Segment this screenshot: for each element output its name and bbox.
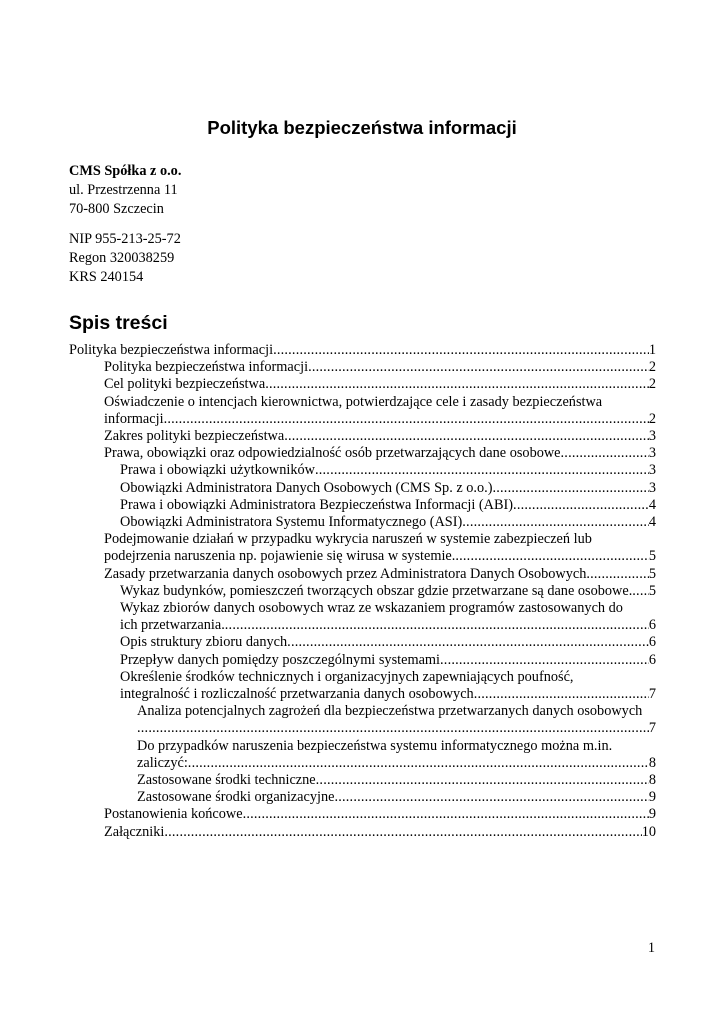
toc-page-number: 3 bbox=[648, 479, 656, 496]
toc-entry-text-line: Do przypadków naruszenia bezpieczeństwa systemu informatycznego można m.in. bbox=[137, 737, 613, 754]
company-krs: KRS 240154 bbox=[69, 269, 144, 285]
toc-entry-text-line: Oświadczenie o intencjach kierownictwa, potwierdzające cele i zasady bezpieczeństwa bbox=[104, 393, 603, 410]
toc-dot-leader bbox=[440, 652, 649, 669]
toc-entry-text: Opis struktury zbioru danych bbox=[120, 634, 288, 651]
toc-entry-text: Zasady przetwarzania danych osobowych przez Administratora Danych Osobowych bbox=[104, 565, 587, 582]
toc-entry-text-line: Podejmowanie działań w przypadku wykrycia naruszeń w systemie zabezpieczeń lub bbox=[104, 531, 592, 548]
toc-entry[interactable] bbox=[69, 789, 656, 806]
toc-entry-text: zaliczyć: bbox=[137, 754, 188, 771]
company-nip: NIP 955-213-25-72 bbox=[69, 231, 181, 247]
toc-page-number: 6 bbox=[648, 617, 656, 634]
toc-dot-leader bbox=[188, 755, 649, 772]
toc-entry-text: Załączniki bbox=[104, 823, 165, 840]
toc-entry-text: Obowiązki Administratora Danych Osobowych (CMS Sp. z o.o.) bbox=[120, 479, 493, 496]
toc-entry-text: ich przetwarzania. bbox=[120, 617, 225, 634]
document-title: Polityka bezpieczeństwa informacji bbox=[207, 117, 517, 138]
toc-page-number: 6 bbox=[648, 651, 656, 668]
company-city: 70-800 Szczecin bbox=[69, 201, 164, 217]
toc-page-number: 2 bbox=[648, 376, 656, 393]
toc-entry-text: Postanowienia końcowe bbox=[104, 806, 243, 823]
toc-dot-leader bbox=[284, 428, 649, 445]
toc-entry[interactable] bbox=[69, 703, 656, 737]
toc-page-number: 8 bbox=[648, 772, 656, 789]
toc-page-number: 9 bbox=[648, 789, 656, 806]
company-regon: Regon 320038259 bbox=[69, 250, 175, 266]
toc-page-number: 3 bbox=[648, 445, 656, 462]
toc-dot-leader bbox=[287, 634, 649, 651]
toc-dot-leader bbox=[455, 548, 648, 565]
toc-page-number: 6 bbox=[648, 634, 656, 651]
toc-entry[interactable] bbox=[69, 480, 656, 497]
toc-entry[interactable] bbox=[69, 428, 656, 445]
toc-dot-leader bbox=[586, 566, 648, 583]
toc-dot-leader bbox=[243, 806, 649, 823]
toc-dot-leader bbox=[265, 376, 649, 393]
toc-page-number: 9 bbox=[648, 806, 656, 823]
toc-entry-text: Polityka bezpieczeństwa informacji bbox=[104, 359, 309, 376]
toc-entry-text: informacji bbox=[104, 410, 164, 427]
toc-entry-text: Zastosowane środki techniczne bbox=[137, 772, 316, 789]
toc-page-number: 8 bbox=[648, 754, 656, 771]
toc-entry-text: Zastosowane środki organizacyjne bbox=[137, 789, 335, 806]
toc-entry-text: Obowiązki Administratora Systemu Informatycznego (ASI) bbox=[120, 514, 463, 531]
toc-page-number: 4 bbox=[648, 496, 656, 513]
toc-entry[interactable] bbox=[69, 566, 656, 583]
toc-page-number: 4 bbox=[648, 514, 656, 531]
toc-entry-text-line: Analiza potencjalnych zagrożeń dla bezpieczeństwa przetwarzanych danych osobowych bbox=[137, 703, 643, 720]
toc-entry-text: Cel polityki bezpieczeństwa bbox=[104, 376, 266, 393]
toc-page-number: 5 bbox=[648, 582, 656, 599]
toc-entry[interactable] bbox=[69, 462, 656, 479]
toc-page-number: 7 bbox=[648, 686, 656, 703]
company-identifiers bbox=[69, 230, 181, 287]
toc-page-number: 2 bbox=[648, 410, 656, 427]
toc-dot-leader bbox=[513, 497, 649, 514]
toc-page-number: 5 bbox=[648, 548, 656, 565]
toc-entry-text-line: Określenie środków technicznych i organizacyjnych zapewniających poufność, bbox=[120, 668, 574, 685]
toc-dot-leader bbox=[308, 359, 649, 376]
toc-dot-leader bbox=[474, 686, 649, 703]
toc-dot-leader bbox=[315, 462, 649, 479]
toc-heading: Spis treści bbox=[69, 312, 168, 334]
toc-entry[interactable] bbox=[69, 583, 656, 600]
toc-page-number: 3 bbox=[648, 428, 656, 445]
toc-entry-text: podejrzenia naruszenia np. pojawienie się wirusa w systemie. bbox=[104, 548, 456, 565]
toc-entry[interactable] bbox=[69, 445, 656, 462]
toc-entry-text-line: Wykaz zbiorów danych osobowych wraz ze wskazaniem programów zastosowanych do bbox=[120, 600, 623, 617]
company-street: ul. Przestrzenna 11 bbox=[69, 182, 178, 198]
toc-dot-leader bbox=[164, 411, 649, 428]
toc-entry[interactable] bbox=[69, 376, 656, 393]
toc-entry-text: Prawa, obowiązki oraz odpowiedzialność osób przetwarzających dane osobowe bbox=[104, 445, 561, 462]
toc-entry[interactable] bbox=[69, 394, 656, 428]
toc-dot-leader bbox=[164, 824, 641, 841]
toc-entry-text: Wykaz budynków, pomieszczeń tworzących obszar gdzie przetwarzane są dane osobowe. bbox=[120, 582, 633, 599]
toc-entry[interactable] bbox=[69, 669, 656, 703]
toc-entry-text: integralność i rozliczalność przetwarzania danych osobowych bbox=[120, 686, 474, 703]
toc-entry-text: Polityka bezpieczeństwa informacji bbox=[69, 342, 274, 358]
toc-dot-leader bbox=[225, 617, 649, 634]
toc-entry[interactable] bbox=[69, 497, 656, 514]
toc-dot-leader bbox=[334, 789, 648, 806]
toc-entry[interactable] bbox=[69, 600, 656, 634]
toc-entry[interactable] bbox=[69, 342, 656, 359]
toc-dot-leader bbox=[316, 772, 649, 789]
toc-dot-leader bbox=[273, 342, 649, 359]
toc-entry[interactable] bbox=[69, 531, 656, 565]
toc-page-number: 3 bbox=[648, 462, 656, 479]
toc-page-number: 2 bbox=[648, 359, 656, 376]
toc-entry[interactable] bbox=[69, 824, 656, 841]
toc-page-number: 1 bbox=[648, 342, 656, 358]
toc-entry[interactable] bbox=[69, 634, 656, 651]
toc-entry-text: Prawa i obowiązki użytkowników bbox=[120, 462, 315, 479]
toc-page-number: 10 bbox=[641, 823, 656, 840]
toc-dot-leader bbox=[137, 720, 649, 737]
toc-dot-leader bbox=[632, 583, 649, 600]
toc-entry[interactable] bbox=[69, 806, 656, 823]
toc-entry[interactable] bbox=[69, 514, 656, 531]
toc-entry[interactable] bbox=[69, 359, 656, 376]
toc-entry-text: Zakres polityki bezpieczeństwa bbox=[104, 428, 285, 445]
toc-entry[interactable] bbox=[69, 772, 656, 789]
company-address bbox=[69, 162, 181, 219]
toc-page-number: 7 bbox=[648, 720, 656, 737]
table-of-contents bbox=[69, 342, 656, 841]
toc-entry-text: Prawa i obowiązki Administratora Bezpieczeństwa Informacji (ABI) bbox=[120, 496, 514, 513]
toc-dot-leader bbox=[561, 445, 649, 462]
toc-dot-leader bbox=[492, 480, 648, 497]
company-name: CMS Spółka z o.o. bbox=[69, 163, 182, 179]
toc-page-number: 5 bbox=[648, 565, 656, 582]
toc-entry[interactable] bbox=[69, 652, 656, 669]
toc-dot-leader bbox=[462, 514, 649, 531]
page-number: 1 bbox=[647, 940, 655, 956]
toc-entry-text: Przepływ danych pomiędzy poszczególnymi systemami bbox=[120, 651, 441, 668]
toc-entry[interactable] bbox=[69, 738, 656, 772]
